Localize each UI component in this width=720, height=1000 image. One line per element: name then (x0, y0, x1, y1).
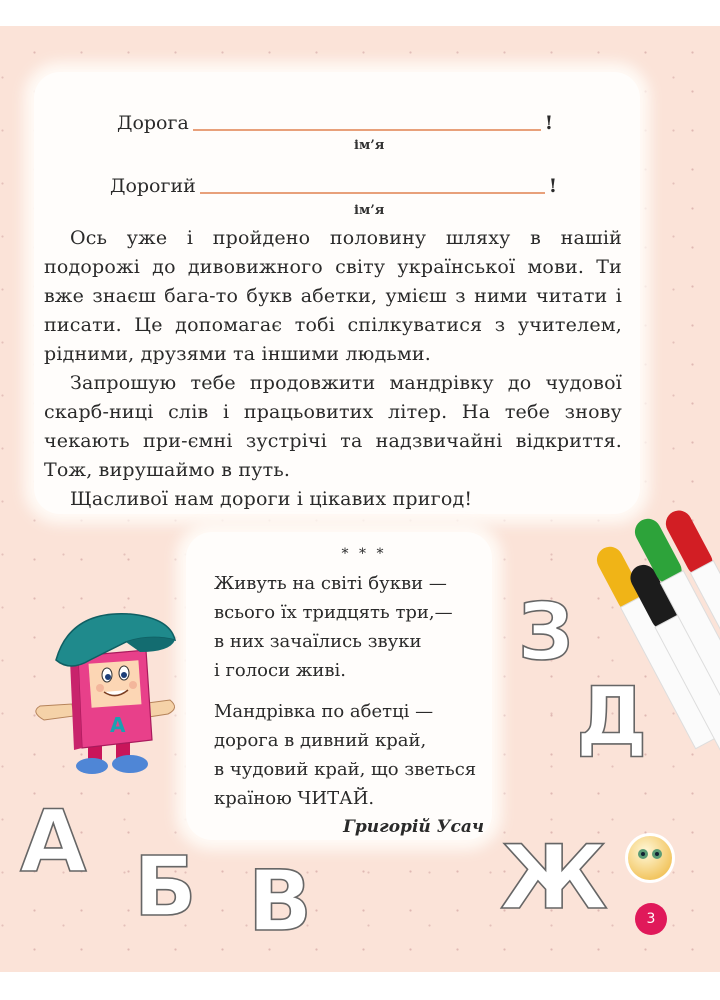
poem-line: в чудовий край, що зветься (214, 759, 477, 780)
svg-text:А: А (110, 713, 126, 737)
name-hint: ім’я (354, 138, 385, 153)
poem-line: Мандрівка по абетці — (214, 701, 434, 722)
salutation-female: Дорога (117, 112, 189, 134)
salutation-male: Дорогий (110, 175, 196, 197)
letter-paragraph: Запрошую тебе продовжити мандрівку до чудової скарб-ниці слів і працьовитих літер. На тебе знову чекають при-ємні зустрічі та надзвичайні відкриття. Тож, вирушаймо в путь. (44, 372, 622, 481)
letter-body (44, 224, 622, 514)
poem-line: Живуть на світі букви — (214, 573, 447, 594)
poem-line: країною ЧИТАЙ. (214, 788, 375, 809)
poem-line: дорога в дивний край, (214, 730, 427, 751)
name-hint: ім’я (354, 203, 385, 218)
name-blank-line[interactable] (200, 192, 545, 194)
poem (214, 540, 484, 842)
poem-line: всього їх тридцять три,— (214, 602, 453, 623)
poem-line: і голоси живі. (214, 660, 346, 681)
name-blank-line[interactable] (193, 129, 541, 131)
salutation-male-row (110, 175, 557, 197)
exclamation-mark: ! (544, 112, 554, 134)
letter-character-zhe: Ж (500, 826, 608, 929)
poem-stanza-2 (214, 697, 484, 813)
exclamation-mark: ! (548, 175, 558, 197)
poem-stars: * * * (341, 546, 387, 562)
page-number-badge: 3 (635, 903, 667, 935)
poem-stanza-1 (214, 569, 484, 685)
letter-character-ve: В (248, 852, 313, 950)
salutation-female-row (117, 112, 553, 134)
letter-character-be: Б (134, 840, 197, 935)
letter-character-ze: З (518, 588, 574, 678)
letter-character-de: Д (576, 670, 648, 763)
poem-author: Григорій Усач (343, 817, 484, 837)
smiley-icon (624, 832, 676, 884)
letter-paragraph: Ось уже і пройдено половину шляху в нашій подорожі до дивовижного світу української мови. Ти вже знаєш бага-то букв абетки, умієш з ними читати і писати. Це допомагає тобі спілкуватися з учителем, рідними, друзями та іншими людьми. (44, 227, 622, 365)
letter-paragraph: Щасливої нам дороги і цікавих пригод! (70, 488, 473, 510)
letter-character-a: А (20, 792, 87, 892)
poem-line: в них зачаїлись звуки (214, 631, 422, 652)
book-mascot-icon (30, 600, 180, 785)
